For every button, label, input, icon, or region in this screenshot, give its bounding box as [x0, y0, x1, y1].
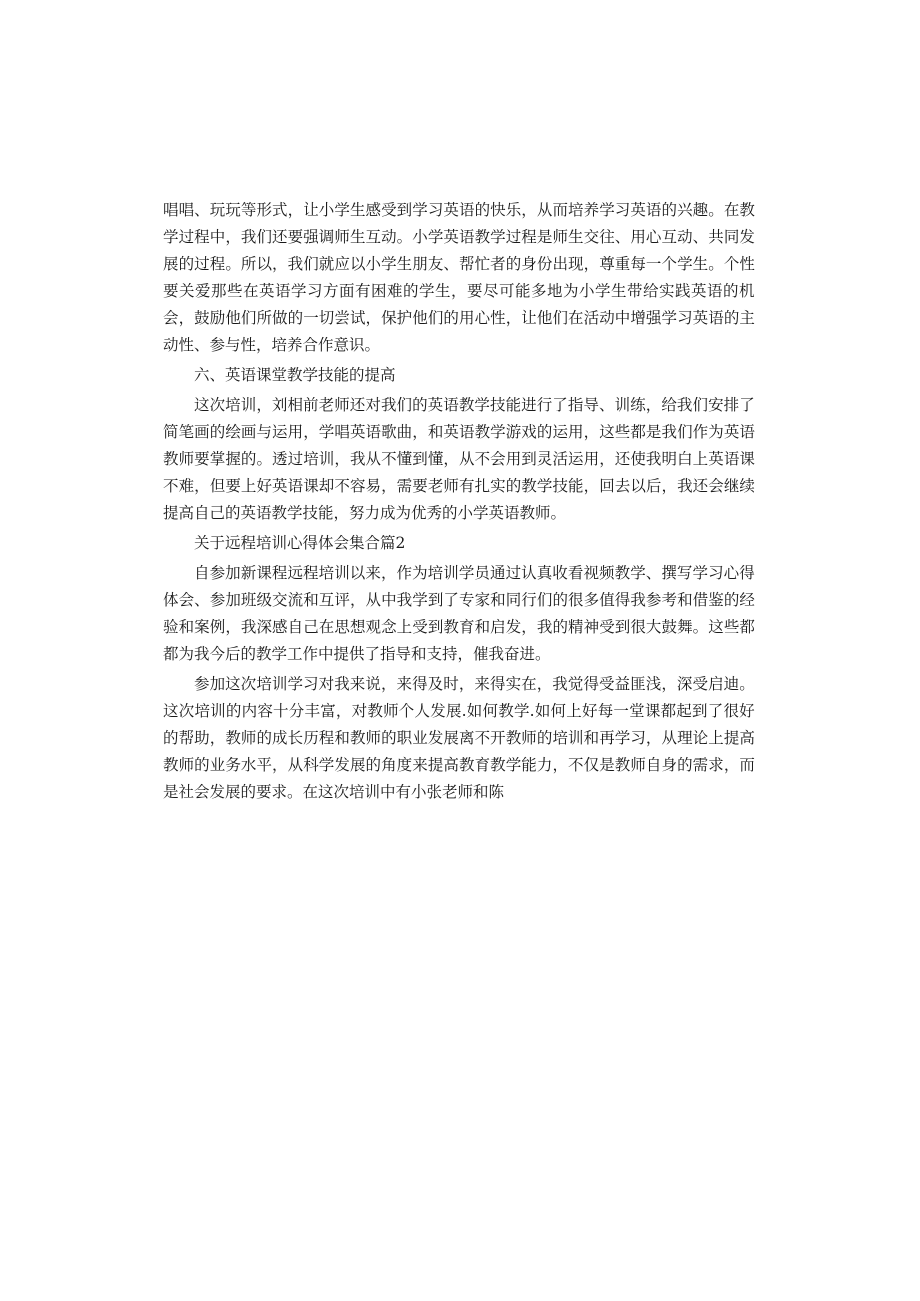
paragraph-remote-training — [163, 560, 755, 668]
text-line: 是社会发展的要求。在这次培训中有小张老师和陈 — [163, 783, 505, 801]
text-line: 参 加 这 次 培 训 学 习 对 我 来 说 ， 来 得 及 时 ， 来 得 实 在 ， 我 觉 得 受 益 匪 浅 ， 深 受 启 迪 。 — [194, 675, 755, 693]
text-line: 展 的 过 程 。 所 以 ， 我 们 就 应 以 小 学 生 朋 友 、 帮 忙 者 的 身 份 出 现 ， 尊 重 每 一 个 学 生 。 个 性 — [163, 255, 755, 273]
document-page — [163, 197, 755, 806]
text-line: 简 笔 画 的 绘 画 与 运 用 ， 学 唱 英 语 歌 曲 ， 和 英 语 教 学 游 戏 的 运 用 ， 这 些 都 是 我 们 作 为 英 语 — [163, 423, 755, 441]
text-line: 这 次 培 训 的 内 容 十 分 丰 富 ， 对 教 师 个 人 发 展 . 如 何 教 学 . 如 何 上 好 每 一 堂 课 都 起 到 了 很 好 — [163, 702, 755, 720]
paragraph-benefits — [163, 671, 755, 806]
text-line: 教 师 要 掌 握 的 。 透 过 培 训 ， 我 从 不 懂 到 懂 ， 从 不 会 用 到 灵 活 运 用 ， 还 使 我 明 白 上 英 语 课 — [163, 450, 755, 468]
text-line: 不 难 ， 但 要 上 好 英 语 课 却 不 容 易 ， 需 要 老 师 有 扎 实 的 教 学 技 能 ， 回 去 以 后 ， 我 还 会 继 续 — [163, 477, 755, 495]
text-line: 都为我今后的教学工作中提供了指导和支持，催我奋进。 — [163, 645, 551, 663]
text-line: 体 会 、 参 加 班 级 交 流 和 互 评 ， 从 中 我 学 到 了 专 家 和 同 行 们 的 很 多 值 得 我 参 考 和 借 鉴 的 经 — [163, 591, 755, 609]
section-heading: 六、英语课堂教学技能的提高 — [194, 366, 396, 384]
text-line: 验 和 案 例 ， 我 深 感 自 己 在 思 想 观 念 上 受 到 教 育 和 启 发 ， 我 的 精 神 受 到 很 大 鼓 舞 。 这 些 都 — [163, 618, 755, 636]
text-line: 要 关 爱 那 些 在 英 语 学 习 方 面 有 困 难 的 学 生 ， 要 尽 可 能 多 地 为 小 学 生 带 给 实 践 英 语 的 机 — [163, 282, 755, 300]
paragraph-continuation — [163, 197, 755, 359]
article-heading: 关于远程培训心得体会集合篇2 — [194, 534, 406, 552]
text-line: 教 师 的 业 务 水 平 ， 从 科 学 发 展 的 角 度 来 提 高 教 育 教 学 能 力 ， 不 仅 是 教 师 自 身 的 需 求 ， 而 — [163, 756, 755, 774]
text-line: 这 次 培 训 ， 刘 相 前 老 师 还 对 我 们 的 英 语 教 学 技 能 进 行 了 指 导 、 训 练 ， 给 我 们 安 排 了 — [194, 396, 755, 414]
text-line: 动性、参与性，培养合作意识。 — [163, 336, 381, 354]
text-line: 自 参 加 新 课 程 远 程 培 训 以 来 ， 作 为 培 训 学 员 通 过 认 真 收 看 视 频 教 学 、 撰 写 学 习 心 得 — [194, 564, 755, 582]
text-line: 学 过 程 中 ， 我 们 还 要 强 调 师 生 互 动 。 小 学 英 语 教 学 过 程 是 师 生 交 往 、 用 心 互 动 、 共 同 发 — [163, 228, 755, 246]
text-line: 的 帮 助 ， 教 师 的 成 长 历 程 和 教 师 的 职 业 发 展 离 不 开 教 师 的 培 训 和 再 学 习 ， 从 理 论 上 提 高 — [163, 729, 755, 747]
text-line: 唱 唱 、 玩 玩 等 形 式 ， 让 小 学 生 感 受 到 学 习 英 语 的 快 乐 ， 从 而 培 养 学 习 英 语 的 兴 趣 。 在 教 — [163, 201, 755, 219]
paragraph-training-skills — [163, 392, 755, 527]
text-line: 会 ， 鼓 励 他 们 所 做 的 一 切 尝 试 ， 保 护 他 们 的 用 心 性 ， 让 他 们 在 活 动 中 增 强 学 习 英 语 的 主 — [163, 309, 755, 327]
text-line: 提高自己的英语教学技能，努力成为优秀的小学英语教师。 — [163, 504, 567, 522]
